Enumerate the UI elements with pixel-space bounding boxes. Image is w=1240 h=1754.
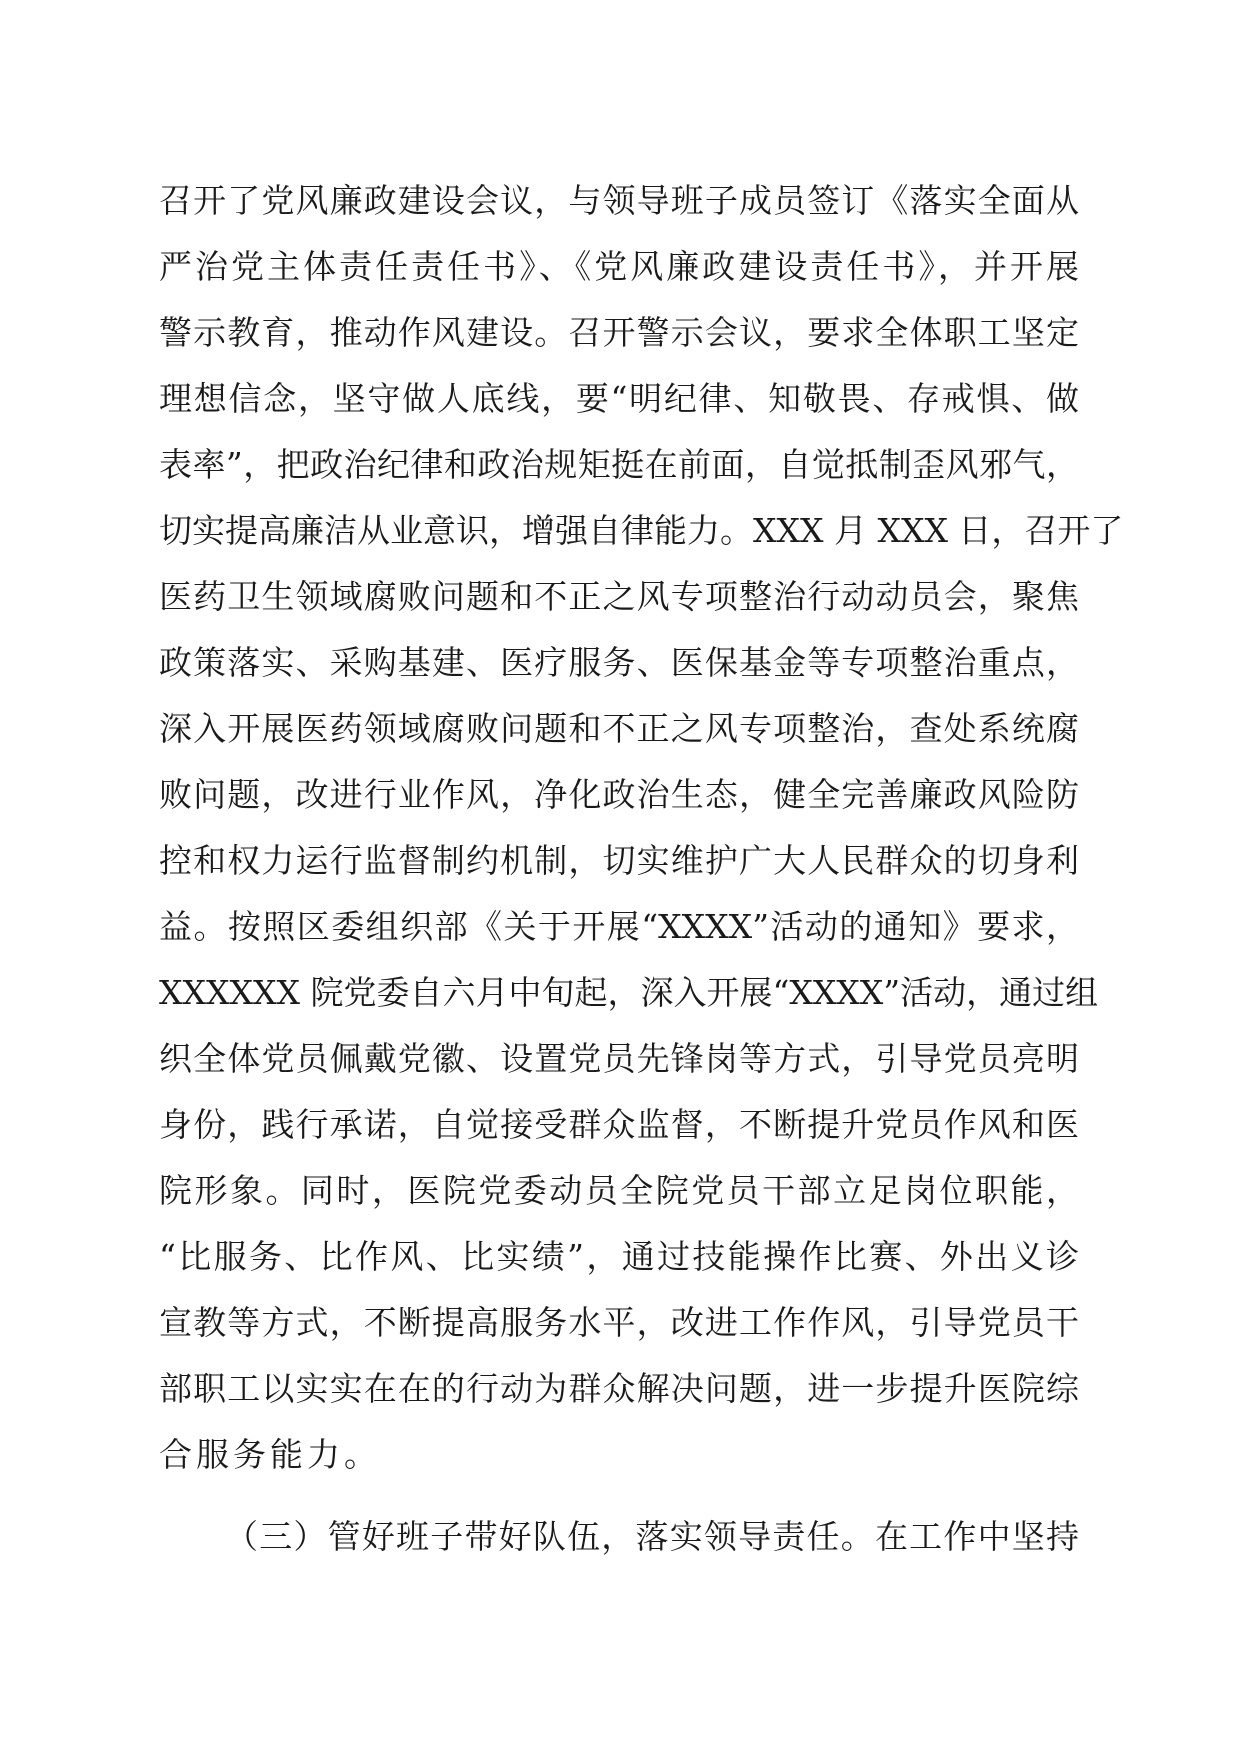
paragraph-line: 理想信念，坚守做人底线，要“明纪律、知敬畏、存戒惧、做 (159, 379, 1079, 418)
paragraph-line: 身份，践行承诺，自觉接受群众监督，不断提升党员作风和医 (159, 1105, 1079, 1144)
paragraph-line: 宣教等方式，不断提高服务水平，改进工作作风，引导党员干 (159, 1303, 1079, 1342)
paragraph-line: 部职工以实实在在的行动为群众解决问题，进一步提升医院综 (159, 1369, 1079, 1408)
paragraph-line: 深入开展医药领域腐败问题和不正之风专项整治，查处系统腐 (159, 709, 1079, 748)
paragraph-line: 败问题，改进行业作风，净化政治生态，健全完善廉政风险防 (159, 775, 1079, 814)
paragraph-line: “比服务、比作风、比实绩”，通过技能操作比赛、外出义诊 (159, 1237, 1079, 1276)
paragraph-line: 织全体党员佩戴党徽、设置党员先锋岗等方式，引导党员亮明 (159, 1039, 1079, 1078)
section-heading-line: （三）管好班子带好队伍，落实领导责任。在工作中坚持 (225, 1517, 1079, 1556)
paragraph-line: 医药卫生领域腐败问题和不正之风专项整治行动动员会，聚焦 (159, 577, 1079, 616)
paragraph-line: 严治党主体责任责任书》、《党风廉政建设责任书》，并开展 (159, 247, 1079, 286)
document-body (159, 168, 1124, 1570)
paragraph-spacing (159, 1488, 1079, 1504)
paragraph-line-last: 合服务能力。 (159, 1435, 381, 1474)
paragraph-line: 切实提高廉洁从业意识，增强自律能力。XXX 月 XXX 日，召开了 (159, 511, 1124, 550)
paragraph-line: 警示教育，推动作风建设。召开警示会议，要求全体职工坚定 (159, 313, 1079, 352)
paragraph-line: XXXXXX 院党委自六月中旬起，深入开展“XXXX”活动，通过组 (159, 973, 1099, 1012)
paragraph-line: 院形象。同时，医院党委动员全院党员干部立足岗位职能， (159, 1171, 1079, 1210)
paragraph-line: 益。按照区委组织部《关于开展“XXXX”活动的通知》要求， (159, 907, 1079, 946)
paragraph-line: 表率”，把政治纪律和政治规矩挺在前面，自觉抵制歪风邪气， (159, 445, 1079, 484)
paragraph-line: 控和权力运行监督制约机制，切实维护广大人民群众的切身利 (159, 841, 1079, 880)
paragraph-line: 政策落实、采购基建、医疗服务、医保基金等专项整治重点， (159, 643, 1079, 682)
paragraph-line: 召开了党风廉政建设会议，与领导班子成员签订《落实全面从 (159, 181, 1079, 220)
